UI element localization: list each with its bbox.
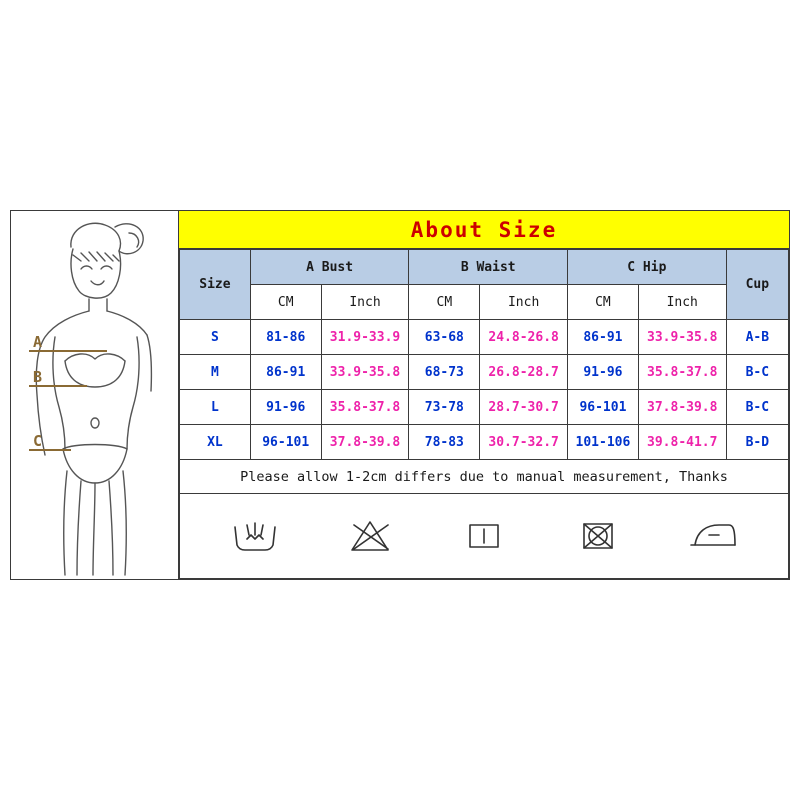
cell-size: L: [180, 390, 251, 425]
unit-hip-inch: Inch: [638, 285, 726, 320]
cell-bust-inch: 37.8-39.8: [321, 425, 409, 460]
cell-bust-cm: 86-91: [250, 355, 321, 390]
cell-bust-cm: 91-96: [250, 390, 321, 425]
unit-waist-inch: Inch: [480, 285, 568, 320]
header-waist: B Waist: [409, 250, 568, 285]
header-bust: A Bust: [250, 250, 409, 285]
cell-hip-cm: 91-96: [568, 355, 639, 390]
cell-cup: B-D: [726, 425, 788, 460]
header-cup: Cup: [726, 250, 788, 320]
size-chart-sheet: [10, 210, 790, 580]
cell-bust-inch: 31.9-33.9: [321, 320, 409, 355]
cell-waist-inch: 30.7-32.7: [480, 425, 568, 460]
care-instructions-row: [179, 494, 789, 579]
cell-size: XL: [180, 425, 251, 460]
unit-bust-cm: CM: [250, 285, 321, 320]
do-not-tumble-dry-icon: [568, 516, 628, 556]
cell-cup: B-C: [726, 355, 788, 390]
table-row: [180, 320, 789, 355]
cell-size: M: [180, 355, 251, 390]
table-panel: [179, 211, 789, 579]
cell-hip-inch: 39.8-41.7: [638, 425, 726, 460]
table-group-header-row: [180, 250, 789, 285]
hip-mark-label: C: [33, 432, 43, 450]
table-row: [180, 425, 789, 460]
cell-waist-cm: 63-68: [409, 320, 480, 355]
cell-bust-inch: 33.9-35.8: [321, 355, 409, 390]
do-not-bleach-icon: [340, 516, 400, 556]
cell-bust-cm: 81-86: [250, 320, 321, 355]
cell-waist-inch: 24.8-26.8: [480, 320, 568, 355]
header-hip: C Hip: [568, 250, 727, 285]
cell-cup: B-C: [726, 390, 788, 425]
cell-cup: A-B: [726, 320, 788, 355]
measurement-note: Please allow 1-2cm differs due to manual measurement, Thanks: [179, 460, 789, 494]
cell-waist-inch: 26.8-28.7: [480, 355, 568, 390]
cell-waist-cm: 68-73: [409, 355, 480, 390]
cell-waist-cm: 73-78: [409, 390, 480, 425]
page-title: About Size: [179, 211, 789, 249]
cell-hip-inch: 37.8-39.8: [638, 390, 726, 425]
cell-size: S: [180, 320, 251, 355]
table-row: [180, 355, 789, 390]
unit-bust-inch: Inch: [321, 285, 409, 320]
iron-low-icon: [683, 516, 743, 556]
cell-waist-cm: 78-83: [409, 425, 480, 460]
table-row: [180, 390, 789, 425]
bust-mark-label: A: [33, 333, 43, 351]
table-unit-header-row: [180, 285, 789, 320]
female-body-figure: [11, 211, 179, 579]
cell-bust-cm: 96-101: [250, 425, 321, 460]
cell-hip-cm: 101-106: [568, 425, 639, 460]
cell-hip-inch: 33.9-35.8: [638, 320, 726, 355]
cell-bust-inch: 35.8-37.8: [321, 390, 409, 425]
unit-waist-cm: CM: [409, 285, 480, 320]
figure-panel: [11, 211, 179, 579]
dry-flat-icon: [454, 516, 514, 556]
header-size: Size: [180, 250, 251, 320]
cell-hip-cm: 86-91: [568, 320, 639, 355]
hand-wash-icon: [225, 516, 285, 556]
cell-hip-cm: 96-101: [568, 390, 639, 425]
waist-mark-label: B: [33, 368, 43, 386]
cell-hip-inch: 35.8-37.8: [638, 355, 726, 390]
size-table: [179, 249, 789, 460]
unit-hip-cm: CM: [568, 285, 639, 320]
cell-waist-inch: 28.7-30.7: [480, 390, 568, 425]
